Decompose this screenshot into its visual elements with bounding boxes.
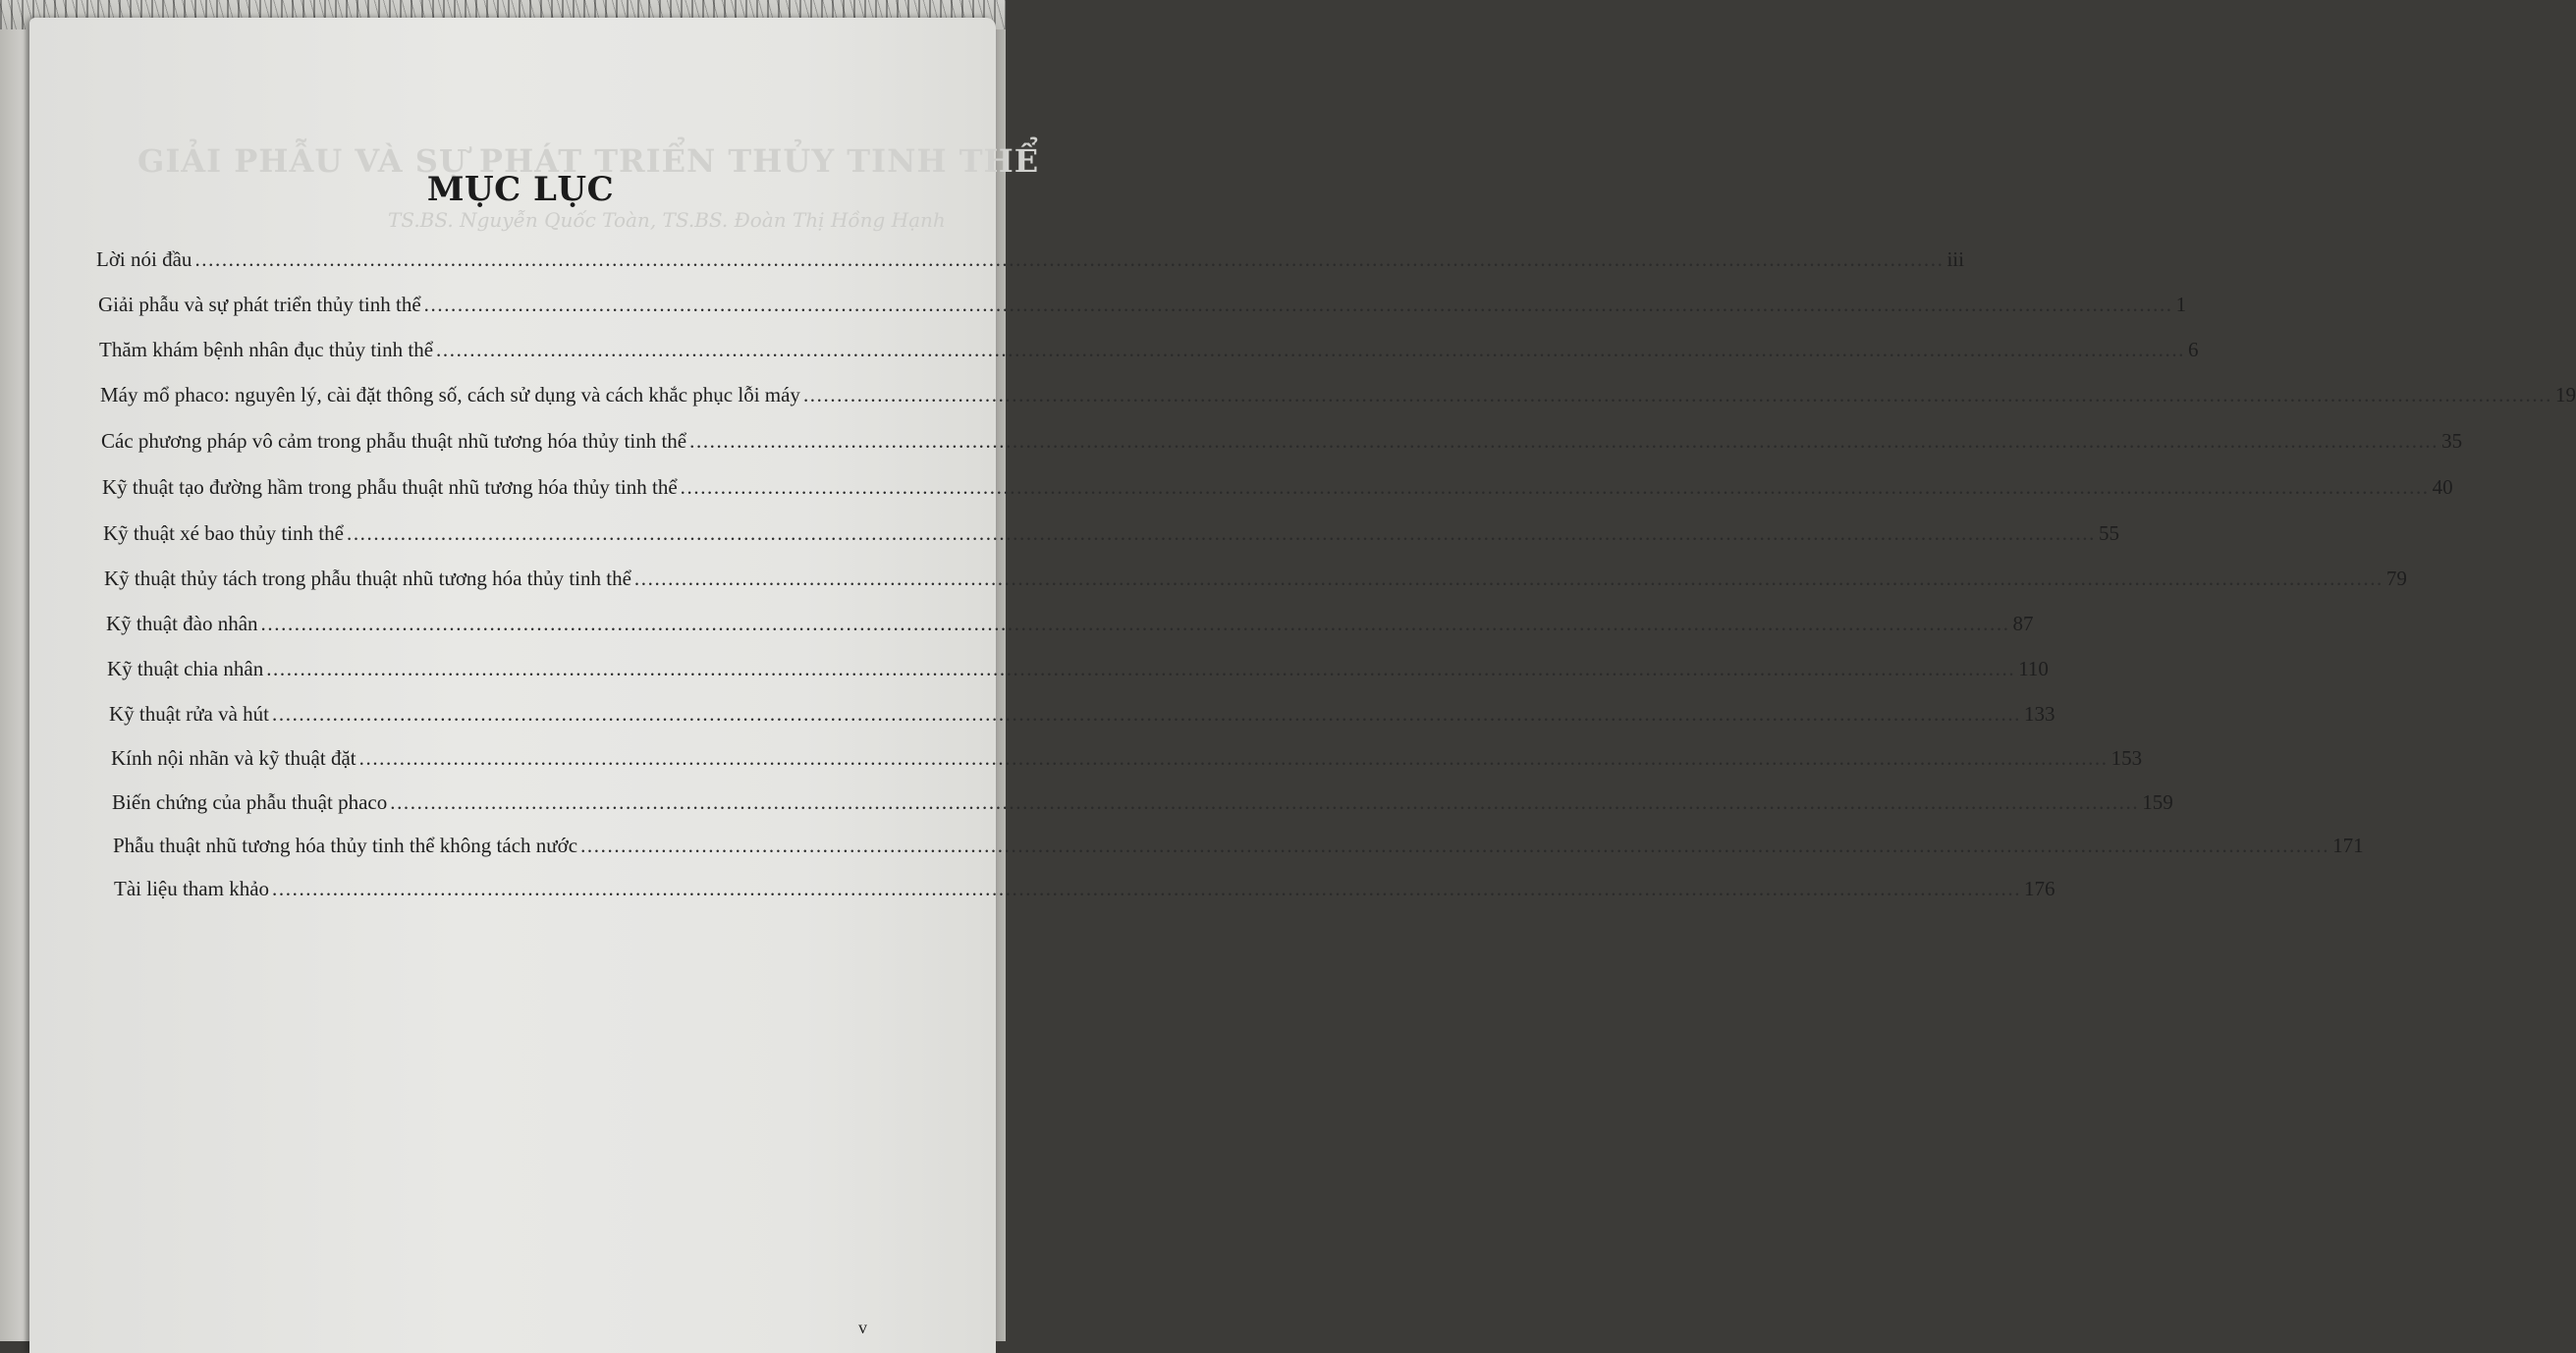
toc-dot-leader: ....................................................................................................................................................................................................................................................................	[423, 293, 2173, 316]
toc-entry-title: Kỹ thuật chia nhân	[107, 657, 264, 680]
toc-dot-leader: ....................................................................................................................................................................................................................................................................	[689, 429, 2439, 453]
toc-entry	[113, 834, 2364, 863]
toc-dot-leader: ....................................................................................................................................................................................................................................................................	[580, 834, 2330, 857]
toc-dot-leader: ....................................................................................................................................................................................................................................................................	[802, 383, 2552, 406]
toc-entry	[99, 338, 2199, 367]
toc-entry-page-number: 176	[2024, 877, 2055, 900]
toc-entry-page-number: 35	[2441, 429, 2463, 453]
toc-entry-title: Thăm khám bệnh nhân đục thủy tinh thể	[99, 338, 434, 361]
toc-entry-page-number: iii	[1946, 247, 1964, 271]
toc-dot-leader: ....................................................................................................................................................................................................................................................................	[260, 612, 2010, 635]
toc-entry	[112, 790, 2173, 820]
page-number: v	[858, 1318, 867, 1337]
toc-entry-page-number: 171	[2332, 834, 2364, 857]
toc-entry-page-number: 133	[2024, 702, 2055, 726]
toc-entry-page-number: 6	[2188, 338, 2199, 361]
toc-entry-title: Tài liệu tham khảo	[114, 877, 270, 900]
toc-entry-title: Kỹ thuật thủy tách trong phẫu thuật nhũ tương hóa thủy tinh thể	[104, 567, 631, 590]
toc-entry	[100, 383, 2576, 412]
toc-dot-leader: ....................................................................................................................................................................................................................................................................	[272, 702, 2022, 726]
toc-entry-title: Phẫu thuật nhũ tương hóa thủy tinh thể không tách nước	[113, 834, 578, 857]
toc-entry	[114, 877, 2055, 906]
toc-dot-leader: ....................................................................................................................................................................................................................................................................	[633, 567, 2384, 590]
toc-entry-page-number: 159	[2142, 790, 2173, 814]
toc-entry-title: Kỹ thuật đào nhân	[106, 612, 258, 635]
toc-entry	[103, 521, 2119, 551]
toc-dot-leader: ....................................................................................................................................................................................................................................................................	[680, 475, 2430, 499]
toc-entry	[109, 702, 2055, 731]
toc-entry	[101, 429, 2463, 459]
toc-dot-leader: ....................................................................................................................................................................................................................................................................	[390, 790, 2140, 814]
toc-entry-page-number: 87	[2012, 612, 2034, 635]
bleed-through-authors: TS.BS. Nguyễn Quốc Toàn, TS.BS. Đoàn Thị Hồng Hạnh	[388, 208, 946, 232]
toc-entry-page-number: 110	[2018, 657, 2049, 680]
toc-entry-page-number: 79	[2385, 567, 2407, 590]
toc-entry-title: Kỹ thuật xé bao thủy tinh thể	[103, 521, 344, 545]
toc-entry	[111, 746, 2143, 776]
toc-heading: MỤC LỤC	[426, 169, 615, 209]
toc-entry-page-number: 40	[2432, 475, 2453, 499]
toc-dot-leader: ....................................................................................................................................................................................................................................................................	[194, 247, 1945, 271]
toc-dot-leader: ....................................................................................................................................................................................................................................................................	[272, 877, 2022, 900]
toc-entry-page-number: 153	[2110, 746, 2143, 770]
toc-entry-page-number: 19	[2554, 383, 2576, 406]
toc-entry-title: Lời nói đầu	[96, 247, 192, 271]
toc-entry	[106, 612, 2034, 641]
toc-entry-title: Kỹ thuật tạo đường hầm trong phẫu thuật nhũ tương hóa thủy tinh thể	[102, 475, 678, 499]
toc-entry-title: Giải phẫu và sự phát triển thủy tinh thể	[98, 293, 421, 316]
toc-entry-title: Máy mổ phaco: nguyên lý, cài đặt thông số, cách sử dụng và cách khắc phục lỗi máy	[100, 383, 800, 406]
toc-entry-title: Kính nội nhãn và kỹ thuật đặt	[111, 746, 356, 770]
toc-entry	[102, 475, 2453, 505]
toc-entry-page-number: 1	[2175, 293, 2187, 316]
toc-entry-title: Kỹ thuật rửa và hút	[109, 702, 270, 726]
toc-entry	[96, 247, 1964, 277]
toc-entry	[107, 657, 2049, 686]
toc-entry-title: Biến chứng của phẫu thuật phaco	[112, 790, 388, 814]
toc-dot-leader: ....................................................................................................................................................................................................................................................................	[358, 746, 2109, 770]
toc-entry-title: Các phương pháp vô cảm trong phẫu thuật nhũ tương hóa thủy tinh thể	[101, 429, 687, 453]
toc-dot-leader: ....................................................................................................................................................................................................................................................................	[266, 657, 2016, 680]
toc-dot-leader: ....................................................................................................................................................................................................................................................................	[346, 521, 2096, 545]
toc-entry	[98, 293, 2187, 322]
toc-entry	[104, 567, 2407, 596]
toc-dot-leader: ....................................................................................................................................................................................................................................................................	[436, 338, 2186, 361]
toc-entry-page-number: 55	[2098, 521, 2119, 545]
bleed-through-title: GIẢI PHẪU VÀ SỰ PHÁT TRIỂN THỦY TINH THỂ	[137, 142, 1040, 180]
